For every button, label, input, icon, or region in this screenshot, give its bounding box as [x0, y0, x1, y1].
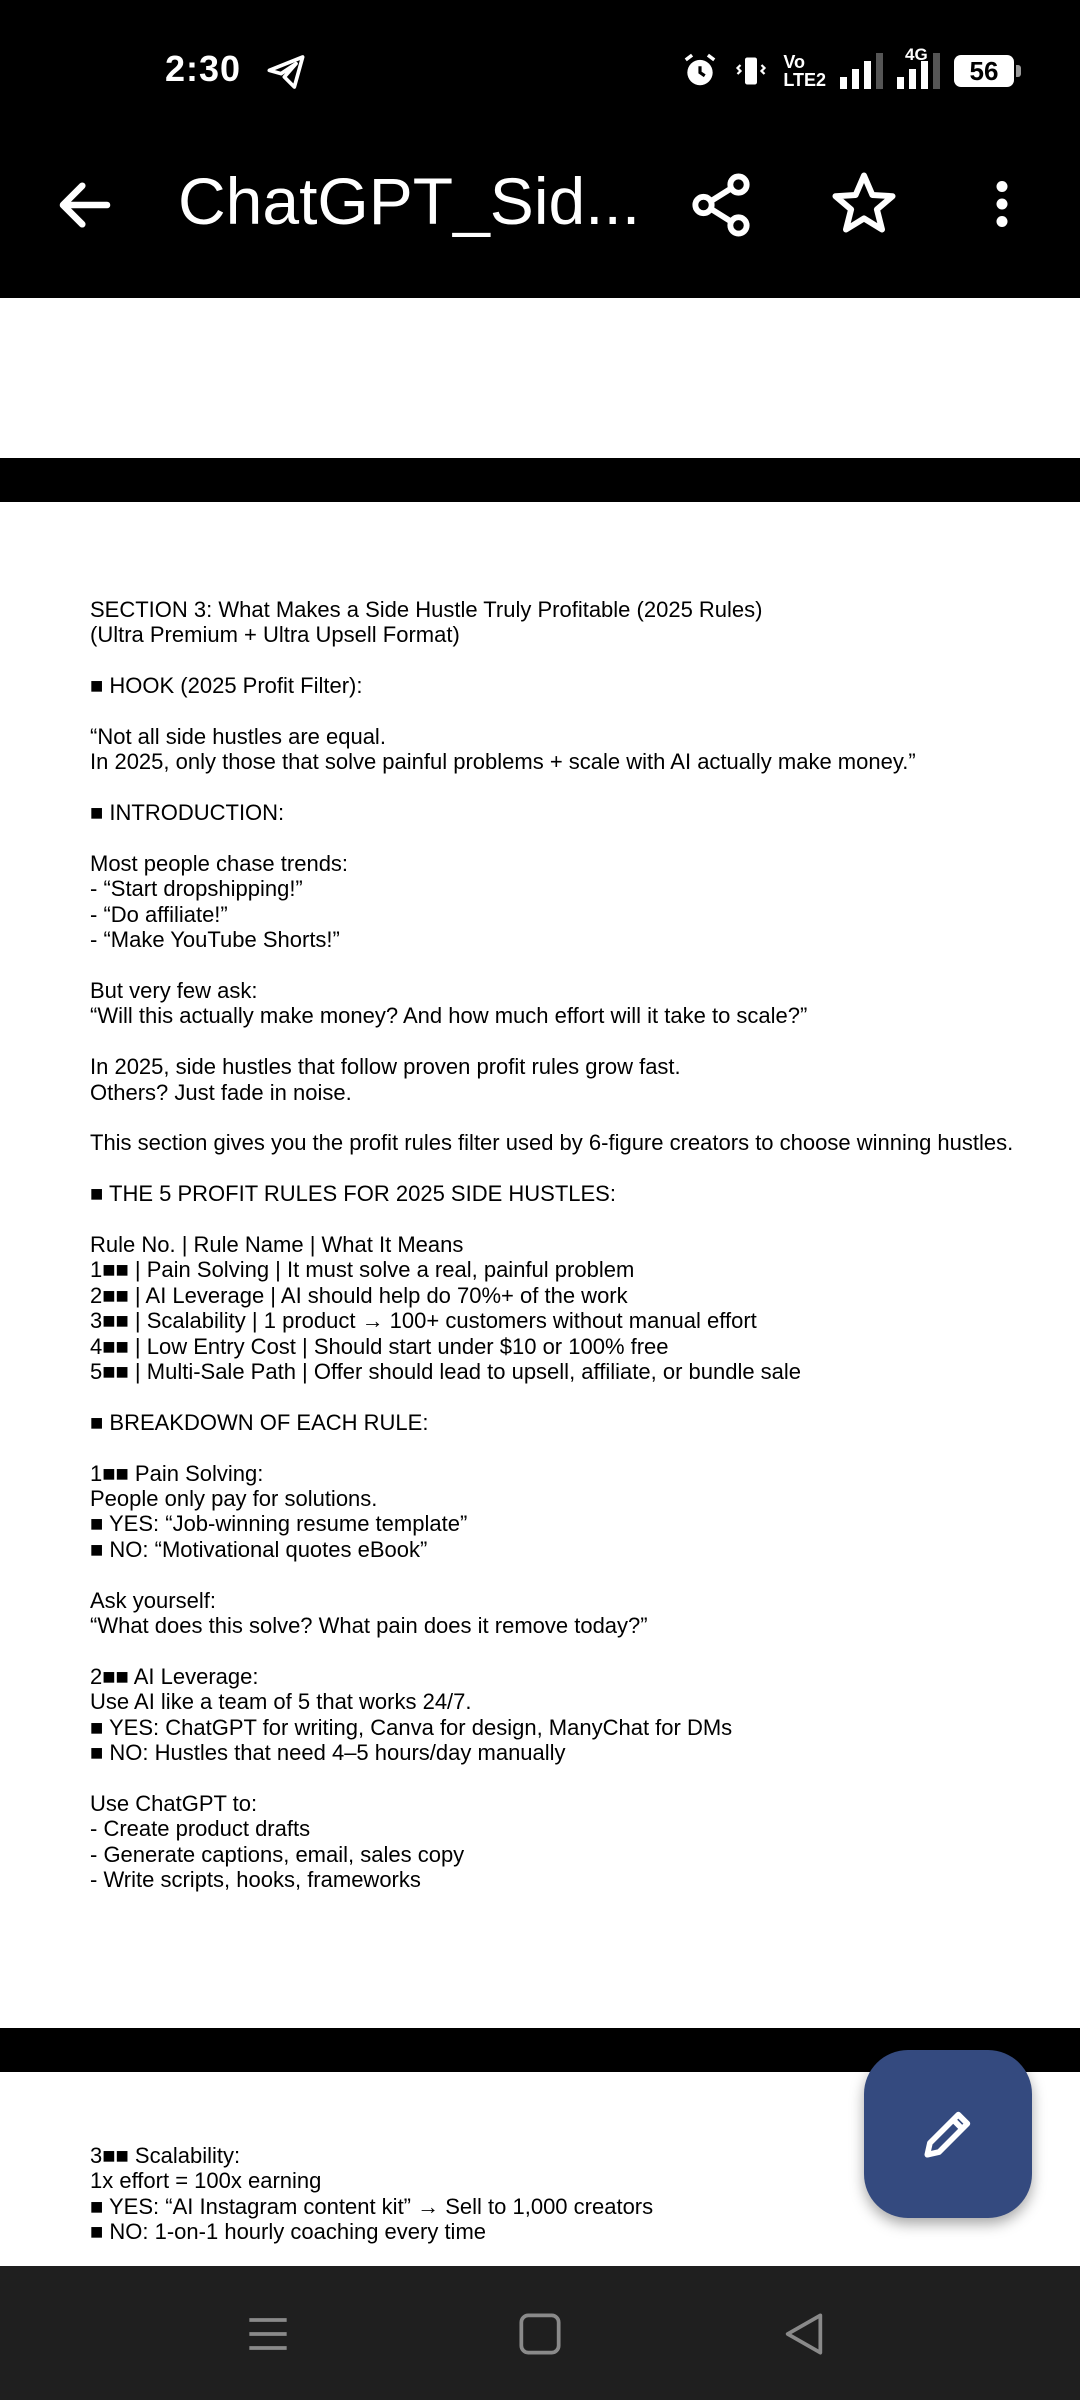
text-line: - Create product drafts — [90, 1816, 311, 1842]
battery-level: 56 — [969, 55, 999, 86]
text-line: Others? Just fade in noise. — [90, 1079, 352, 1105]
blank-line — [90, 648, 1013, 673]
recents-icon[interactable] — [240, 2306, 296, 2362]
text-line: “Will this actually make money? And how much effort will it take to scale?” — [90, 1003, 808, 1029]
blank-line — [90, 1207, 1013, 1232]
document-page[interactable] — [0, 502, 1080, 2028]
text-line: 1x effort = 100x earning — [90, 2168, 322, 2194]
previous-page-bottom — [0, 298, 1080, 458]
blank-line — [90, 1105, 1013, 1130]
telegram-icon — [265, 52, 307, 92]
back-arrow-icon[interactable] — [52, 172, 118, 238]
text-line: - Generate captions, email, sales copy — [90, 1841, 465, 1867]
blank-line — [90, 1435, 1013, 1460]
text-line: ■ YES: “AI Instagram content kit” → Sell to 1,000 creators — [90, 2193, 654, 2219]
text-line: ■ BREAKDOWN OF EACH RULE: — [90, 1409, 429, 1435]
home-icon[interactable] — [512, 2306, 568, 2362]
text-line: ■ YES: “Job-winning resume template” — [90, 1511, 468, 1537]
text-line: Most people chase trends: — [90, 851, 349, 876]
edit-pencil-icon — [917, 2103, 979, 2165]
text-line: “Not all side hustles are equal. — [90, 724, 386, 749]
alarm-icon — [681, 52, 719, 90]
more-vert-icon[interactable] — [972, 168, 1032, 240]
text-line: 3■■ | Scalability | 1 product → 100+ customers without manual effort — [90, 1308, 757, 1334]
text-line: 2■■ AI Leverage: — [90, 1663, 259, 1689]
text-line: Rule No. | Rule Name | What It Means — [90, 1232, 464, 1258]
status-time: 2:30 — [165, 48, 242, 89]
volte-indicator: Vo LTE2 — [783, 52, 826, 90]
text-line: 4■■ | Low Entry Cost | Should start under $10 or 100% free — [90, 1333, 669, 1359]
blank-line — [90, 1029, 1013, 1054]
signal-4g-icon: 4G — [897, 53, 940, 89]
document-title: ChatGPT_Sid... — [178, 164, 641, 238]
text-line: “What does this solve? What pain does it remove today?” — [90, 1613, 648, 1639]
text-line: (Ultra Premium + Ultra Upsell Format) — [90, 622, 460, 648]
text-line: ■ INTRODUCTION: — [90, 800, 285, 826]
text-line: ■ YES: ChatGPT for writing, Canva for design, ManyChat for DMs — [90, 1714, 733, 1740]
text-line: - “Do affiliate!” — [90, 901, 228, 927]
text-line: Use AI like a team of 5 that works 24/7. — [90, 1689, 472, 1715]
blank-line — [90, 826, 1013, 851]
text-line: 1■■ Pain Solving: — [90, 1460, 264, 1486]
blank-line — [90, 953, 1013, 978]
edit-fab-button[interactable] — [864, 2050, 1032, 2218]
blank-line — [90, 1765, 1013, 1790]
blank-line — [90, 1638, 1013, 1663]
text-line: ■ HOOK (2025 Profit Filter): — [90, 673, 363, 699]
text-line: - Write scripts, hooks, frameworks — [90, 1867, 421, 1893]
blank-line — [90, 1384, 1013, 1409]
text-line: 1■■ | Pain Solving | It must solve a real, painful problem — [90, 1257, 635, 1283]
back-icon[interactable] — [776, 2306, 832, 2362]
text-line: ■ NO: Hustles that need 4–5 hours/day manually — [90, 1740, 566, 1766]
text-line: Use ChatGPT to: — [90, 1790, 258, 1816]
system-nav-bar — [0, 2266, 1080, 2400]
page-text — [90, 597, 1013, 1893]
text-line: In 2025, only those that solve painful problems + scale with AI actually make money.” — [90, 749, 916, 775]
text-line: But very few ask: — [90, 978, 258, 1004]
page-text — [90, 2143, 653, 2245]
text-line: Ask yourself: — [90, 1587, 216, 1613]
share-icon[interactable] — [686, 170, 756, 240]
text-line: In 2025, side hustles that follow proven profit rules grow fast. — [90, 1054, 681, 1080]
vibrate-icon — [733, 52, 769, 90]
blank-line — [90, 699, 1013, 724]
text-line: ■ NO: “Motivational quotes eBook” — [90, 1536, 428, 1562]
text-line: SECTION 3: What Makes a Side Hustle Truly Profitable (2025 Rules) — [90, 597, 763, 622]
text-line: People only pay for solutions. — [90, 1486, 378, 1512]
app-bar — [0, 140, 1080, 298]
blank-line — [90, 775, 1013, 800]
text-line: ■ THE 5 PROFIT RULES FOR 2025 SIDE HUSTLES: — [90, 1181, 616, 1207]
text-line: - “Make YouTube Shorts!” — [90, 927, 340, 953]
text-line: This section gives you the profit rules filter used by 6-figure creators to choose winning hustles. — [90, 1130, 1014, 1156]
text-line: 3■■ Scalability: — [90, 2143, 241, 2168]
battery-icon — [954, 55, 1014, 87]
status-icons — [681, 46, 1014, 96]
text-line: - “Start dropshipping!” — [90, 876, 303, 902]
text-line: ■ NO: 1-on-1 hourly coaching every time — [90, 2219, 487, 2245]
status-bar — [0, 0, 1080, 140]
page-separator — [0, 458, 1080, 502]
text-line: 5■■ | Multi-Sale Path | Offer should lead to upsell, affiliate, or bundle sale — [90, 1359, 802, 1385]
blank-line — [90, 1562, 1013, 1587]
star-icon[interactable] — [828, 168, 900, 240]
text-line: 2■■ | AI Leverage | AI should help do 70%+ of the work — [90, 1282, 628, 1308]
blank-line — [90, 1156, 1013, 1181]
signal-strength-icon — [840, 53, 883, 89]
